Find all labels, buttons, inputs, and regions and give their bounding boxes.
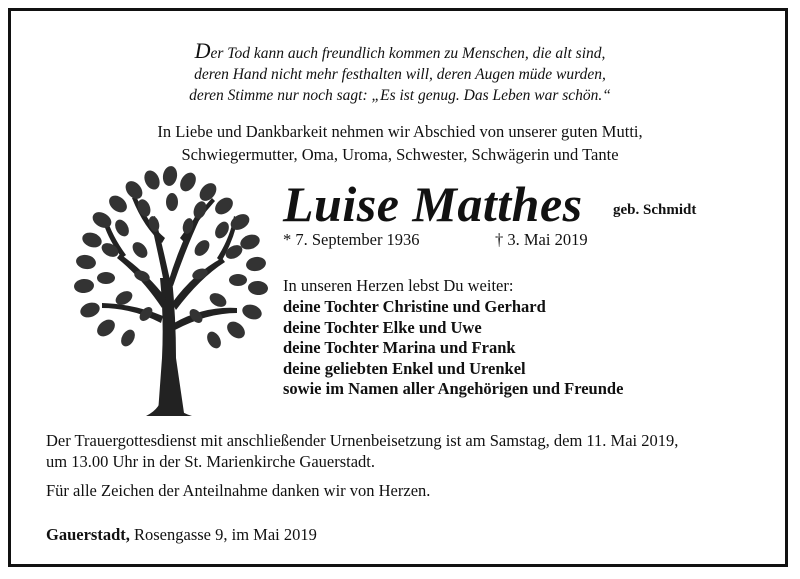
deceased-name: Luise Matthes xyxy=(283,176,583,232)
maiden-name: geb. Schmidt xyxy=(613,202,697,218)
quote-line-3: deren Stimme nur noch sagt: „Es ist genug. Das Leben war schön.“ xyxy=(189,87,611,104)
mourner-line: deine Tochter Christine und Gerhard xyxy=(283,297,546,316)
service-line-1: Der Trauergottesdienst mit anschließender Urnenbeisetzung ist am Samstag, dem 11. Mai 2019, xyxy=(46,431,679,450)
quote-line-1 xyxy=(150,40,650,64)
quote-dropcap: D xyxy=(194,38,211,63)
mourner-line: deine Tochter Elke und Uwe xyxy=(283,317,482,337)
tree-of-life-icon xyxy=(62,158,280,418)
memorial-quote xyxy=(150,40,650,106)
service-line-2: um 13.00 Uhr in der St. Marienkirche Gauerstadt. xyxy=(46,452,376,471)
mourners-list xyxy=(283,297,623,400)
location-place: Gauerstadt, xyxy=(46,525,130,544)
intro-line-1: In Liebe und Dankbarkeit nehmen wir Abschied von unserer guten Mutti, xyxy=(157,122,643,141)
location-rest: Rosengasse 9, im Mai 2019 xyxy=(134,525,317,544)
thanks-text: Für alle Zeichen der Anteilnahme danken wir von Herzen. xyxy=(46,481,431,500)
service-info xyxy=(46,430,678,472)
quote-line-2: deren Hand nicht mehr festhalten will, deren Augen müde wurden, xyxy=(194,66,606,83)
mourners-heading: In unseren Herzen lebst Du weiter: xyxy=(283,276,514,295)
quote-line-1-text: er Tod kann auch freundlich kommen zu Menschen, die alt sind, xyxy=(210,45,606,62)
mourner-line: sowie im Namen aller Angehörigen und Freunde xyxy=(283,379,624,398)
birth-date: * 7. September 1936 xyxy=(283,230,420,249)
location-date xyxy=(46,525,317,545)
mourner-line: deine Tochter Marina und Frank xyxy=(283,338,516,357)
death-date: † 3. Mai 2019 xyxy=(495,230,588,249)
intro-line-2: Schwiegermutter, Oma, Uroma, Schwester, Schwägerin und Tante xyxy=(181,145,619,164)
mourner-line: deine geliebten Enkel und Urenkel xyxy=(283,358,526,378)
